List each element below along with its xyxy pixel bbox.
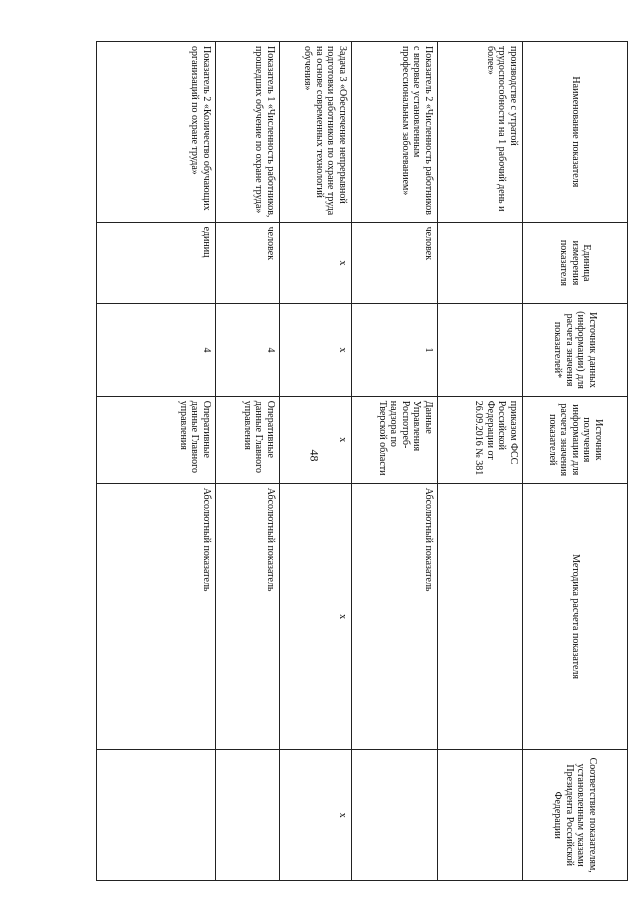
table-header-row — [523, 42, 628, 881]
header-method: Методика расчета показателя — [523, 483, 628, 750]
cell-method: Абсолютный показатель — [216, 483, 280, 750]
table-row — [216, 42, 280, 881]
cell-compliance — [216, 750, 280, 881]
cell-method: х — [280, 483, 352, 750]
cell-name: производстве с утратой трудоспособности на 1 рабочий день и более» — [438, 42, 523, 223]
cell-unit — [438, 222, 523, 304]
cell-source-info: Оперативные данные Главного управления — [216, 396, 280, 483]
header-unit: Единица измерения показателя — [523, 222, 628, 304]
header-name: Наименование показателя — [523, 42, 628, 223]
header-compliance: Соответствие показателям, установленным указами Президента Российской Федерации — [523, 750, 628, 881]
indicators-table — [96, 41, 628, 881]
cell-source-info: Оперативные данные Главного управления — [97, 396, 216, 483]
cell-unit: человек — [216, 222, 280, 304]
cell-compliance — [352, 750, 438, 881]
cell-method — [438, 483, 523, 750]
cell-source-data: х — [280, 304, 352, 396]
cell-unit: единиц — [97, 222, 216, 304]
header-source-info: Источник получения информации для расчета значения показателей — [523, 396, 628, 483]
cell-source-data: 4 — [216, 304, 280, 396]
cell-method: Абсолютный показатель — [97, 483, 216, 750]
cell-name: Показатель 2 «Численность работников с впервые установленным профессиональным заболеванием» — [352, 42, 438, 223]
cell-compliance: х — [280, 750, 352, 881]
cell-source-data — [438, 304, 523, 396]
cell-name: Задача 3 «Обеспечение непрерывной подготовки работников по охране труда на основе современных технологий обучения» — [280, 42, 352, 223]
indicators-table-stage — [96, 41, 628, 881]
cell-source-data: 4 — [97, 304, 216, 396]
cell-source-info: Данные Управления Роспотреб-надзора по Тверской области — [352, 396, 438, 483]
table-row — [280, 42, 352, 881]
table-row — [352, 42, 438, 881]
cell-name: Показатель 2 «Количество обучающих организаций по охране труда» — [97, 42, 216, 223]
cell-name: Показатель 1 «Численность работников, прошедших обучение по охране труда» — [216, 42, 280, 223]
cell-source-info: приказом ФСС Российской Федерации от 26.09.2016 № 381 — [438, 396, 523, 483]
cell-compliance — [97, 750, 216, 881]
cell-unit: х — [280, 222, 352, 304]
cell-method: Абсолютный показатель — [352, 483, 438, 750]
header-source-data: Источник данных (информации) для расчета значения показателей* — [523, 304, 628, 396]
cell-unit: человек — [352, 222, 438, 304]
cell-compliance — [438, 750, 523, 881]
rotated-table-wrapper — [96, 41, 628, 881]
cell-source-info: х — [280, 396, 352, 483]
page-number: 48 — [307, 449, 322, 462]
table-row — [97, 42, 216, 881]
cell-source-data: 1 — [352, 304, 438, 396]
table-row — [438, 42, 523, 881]
